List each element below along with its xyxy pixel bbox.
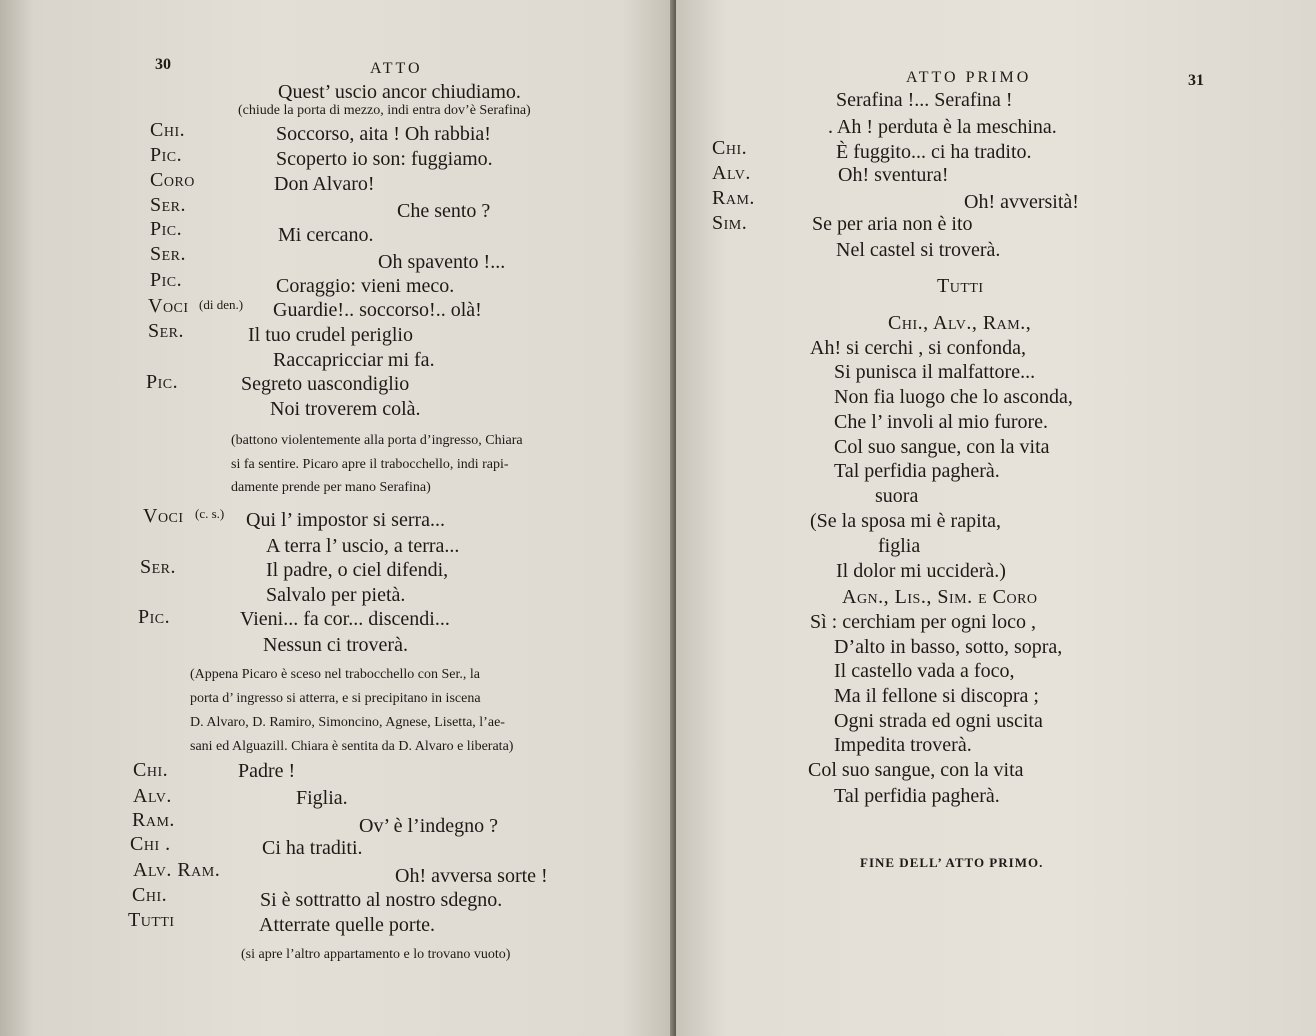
verse-line: Che sento ? [397, 200, 491, 222]
verse-line: Il castello vada a foco, [834, 660, 1015, 682]
speaker: Pic. [138, 606, 171, 628]
verse-line: Col suo sangue, con la vita [834, 436, 1050, 458]
verse-line: Noi troverem colà. [270, 398, 421, 420]
speaker: Pic. [146, 371, 179, 393]
speaker: Ram. [132, 809, 175, 831]
verse-line: suora [875, 485, 919, 507]
speaker: Pic. [150, 218, 183, 240]
speaker: Chi. [150, 119, 186, 141]
stage-direction: (si apre l’altro appartamento e lo trovano vuoto) [241, 947, 511, 962]
verse-line: Padre ! [238, 760, 296, 782]
verse-line: Col suo sangue, con la vita [808, 759, 1024, 781]
stage-direction: (battono violentemente alla porta d’ingresso, Chiara [231, 433, 523, 448]
speaker: Ram. [712, 187, 755, 209]
verse-line: Impedita troverà. [834, 734, 972, 756]
verse-line: (Se la sposa mi è rapita, [810, 510, 1002, 532]
verse-line: Ci ha traditi. [262, 837, 363, 859]
verse-line: D’alto in basso, sotto, sopra, [834, 636, 1063, 658]
verse-line: Coraggio: vieni meco. [276, 275, 455, 297]
verse-line: figlia [878, 535, 921, 557]
chorus-heading: Agn., Lis., Sim. e Coro [842, 586, 1038, 608]
speaker: Tutti [128, 909, 175, 931]
verse-line: Che l’ involi al mio furore. [834, 411, 1049, 433]
speaker: Alv. Ram. [133, 859, 221, 881]
verse-line: Scoperto io son: fuggiamo. [276, 148, 493, 170]
verse-line: Segreto uascondiglio [241, 373, 410, 395]
stage-direction: si fa sentire. Picaro apre il trabocchello, indi rapi- [231, 457, 509, 472]
verse-line: Tal perfidia pagherà. [834, 785, 1000, 807]
speaker: Ser. [150, 243, 187, 265]
speaker: Chi . [130, 833, 171, 855]
running-header-left: ATTO [370, 60, 423, 77]
verse-line: Nessun ci troverà. [263, 634, 408, 656]
verse-line: Don Alvaro! [274, 173, 375, 195]
stage-direction: porta d’ ingresso si atterra, e si precipitano in iscena [190, 691, 481, 706]
speaker: Alv. [133, 785, 172, 807]
end-of-act: FINE DELL’ ATTO PRIMO. [860, 855, 1044, 870]
verse-line: Nel castel si troverà. [836, 239, 1001, 261]
speaker: Ser. [150, 194, 187, 216]
verse-line: . Ah ! perduta è la meschina. [828, 116, 1057, 138]
speaker: Chi. [133, 759, 169, 781]
verse-line: Vieni... fa cor... discendi... [240, 608, 450, 630]
verse-line: Serafina !... Serafina ! [836, 89, 1013, 111]
stage-direction: (di den.) [199, 297, 244, 312]
chorus-heading: Tutti [937, 275, 984, 297]
verse-line: Si punisca il malfattore... [834, 361, 1036, 383]
verse-line: Oh! sventura! [838, 164, 949, 186]
speaker: Voci [148, 295, 189, 317]
verse-line: Figlia. [296, 787, 348, 809]
speaker: Chi. [132, 884, 168, 906]
verse-line: Ogni strada ed ogni uscita [834, 710, 1043, 732]
verse-line: Se per aria non è ito [812, 213, 973, 235]
speaker: Sim. [712, 212, 748, 234]
speaker: Voci [143, 505, 184, 527]
speaker: Ser. [148, 320, 185, 342]
verse-line: Ma il fellone si discopra ; [834, 685, 1039, 707]
verse-line: Oh! avversa sorte ! [395, 865, 548, 887]
verse-line: Tal perfidia pagherà. [834, 460, 1000, 482]
verse-line: Guardie!.. soccorso!.. olà! [273, 299, 482, 321]
verse-line: Oh spavento !... [378, 251, 506, 273]
stage-direction: (Appena Picaro è sceso nel trabocchello con Ser., la [190, 667, 481, 682]
verse-line: Quest’ uscio ancor chiudiamo. [278, 81, 521, 103]
speaker: Ser. [140, 556, 177, 578]
verse-line: Salvalo per pietà. [266, 584, 406, 606]
verse-line: Ah! si cerchi , si confonda, [810, 337, 1027, 359]
running-header-right: ATTO PRIMO [906, 69, 1032, 86]
verse-line: Mi cercano. [278, 224, 374, 246]
verse-line: Il tuo crudel periglio [248, 324, 413, 346]
speaker: Pic. [150, 269, 183, 291]
verse-line: Qui l’ impostor si serra... [246, 509, 446, 531]
stage-direction: damente prende per mano Serafina) [231, 480, 431, 495]
verse-line: Sì : cerchiam per ogni loco , [810, 611, 1037, 633]
stage-direction: (c. s.) [195, 506, 225, 521]
verse-line: Atterrate quelle porte. [259, 914, 436, 936]
verse-line: Ov’ è l’indegno ? [359, 815, 499, 837]
page-number-left: 30 [155, 56, 171, 73]
verse-line: Non fia luogo che lo asconda, [834, 386, 1073, 408]
verse-line: Il padre, o ciel difendi, [266, 559, 449, 581]
page-number-right: 31 [1188, 72, 1204, 89]
verse-line: A terra l’ uscio, a terra... [266, 535, 460, 557]
verse-line: Soccorso, aita ! Oh rabbia! [276, 123, 491, 145]
stage-direction: sani ed Alguazill. Chiara è sentita da D. Alvaro e liberata) [190, 739, 514, 754]
chorus-heading: Chi., Alv., Ram., [888, 312, 1032, 334]
speaker: Alv. [712, 162, 751, 184]
speaker: Chi. [712, 137, 748, 159]
stage-direction: D. Alvaro, D. Ramiro, Simoncino, Agnese, Lisetta, l’ae- [190, 715, 505, 730]
speaker: Coro [150, 169, 195, 191]
verse-line: È fuggito... ci ha tradito. [836, 141, 1032, 163]
speaker: Pic. [150, 144, 183, 166]
verse-line: Si è sottratto al nostro sdegno. [260, 889, 503, 911]
right-page [676, 0, 1316, 1036]
verse-line: Il dolor mi ucciderà.) [836, 560, 1006, 582]
verse-line: Raccapricciar mi fa. [273, 349, 435, 371]
verse-line: Oh! avversità! [964, 191, 1079, 213]
stage-direction: (chiude la porta di mezzo, indi entra dov’è Serafina) [238, 103, 531, 118]
